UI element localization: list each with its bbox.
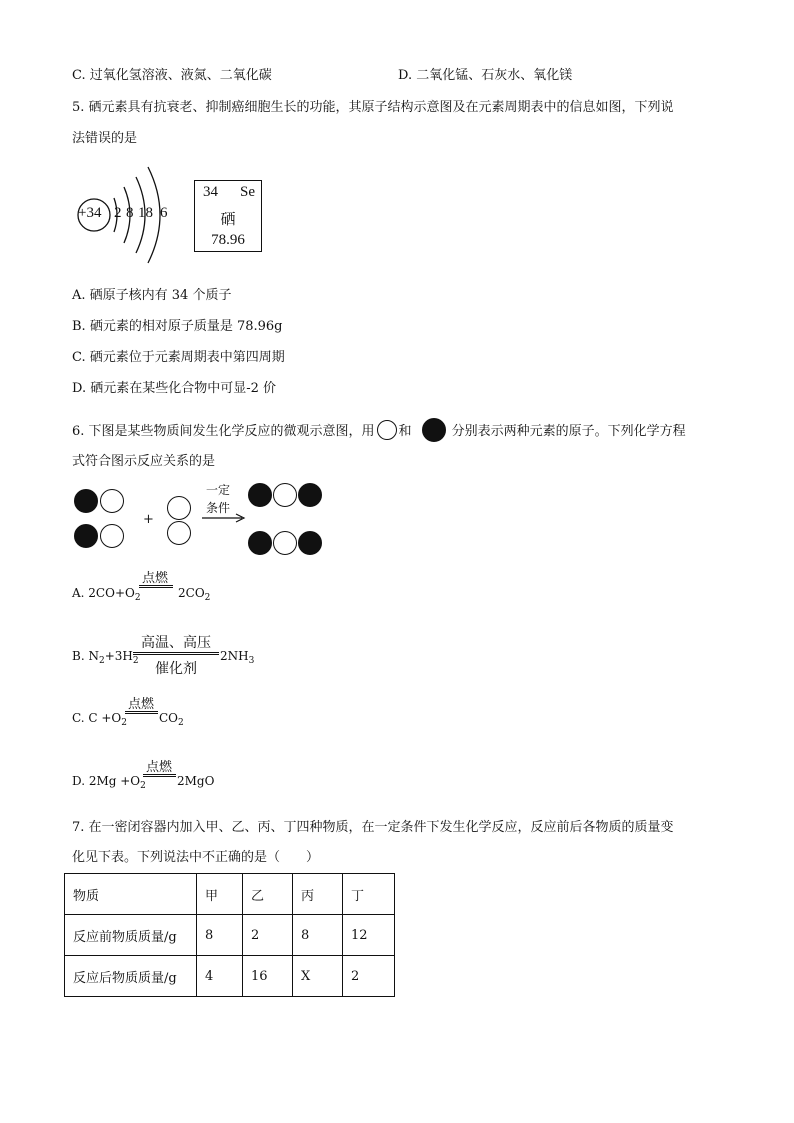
q6-b-sub1: 2 — [98, 656, 105, 666]
black-atom-icon — [422, 418, 446, 442]
nucleus-charge: +34 — [78, 205, 102, 221]
shell-electrons-1: 2 — [114, 205, 122, 221]
periodic-table-cell — [194, 180, 262, 252]
atomic-mass: 78.96 — [211, 232, 245, 248]
table-cell: X — [293, 956, 343, 997]
table-header-cell: 丙 — [293, 874, 343, 915]
table-header-cell: 甲 — [197, 874, 243, 915]
q5-stem-line2: 法错误的是 — [72, 131, 138, 146]
table-cell: 2 — [243, 915, 293, 956]
q6-b-equals-line — [133, 652, 219, 655]
table-row — [65, 956, 395, 997]
condition-top: 一定 — [206, 483, 231, 497]
q6-a-condition: 点燃 — [141, 571, 168, 586]
q6-b-condition-top: 高温、高压 — [141, 635, 211, 651]
q6-d-equals-line — [143, 774, 176, 777]
q5-option-c: C. 硒元素位于元素周期表中第四周期 — [72, 350, 285, 365]
q6-stem-part3: 分别表示两种元素的原子。下列化学方程 — [451, 424, 686, 439]
q6-stem-part2: 和 — [398, 424, 412, 439]
q6-b-condition-bottom: 催化剂 — [155, 661, 197, 677]
product-black-atom — [248, 531, 272, 555]
q6-a-right: 2CO — [178, 586, 205, 600]
product-white-atom — [273, 531, 297, 555]
table-cell: 4 — [197, 956, 243, 997]
condition-bottom: 条件 — [206, 501, 231, 515]
table-cell: 8 — [293, 915, 343, 956]
plus-sign: + — [143, 512, 154, 527]
table-header-row — [65, 874, 395, 915]
q6-d-left: D. 2Mg +O — [72, 774, 141, 788]
q6-stem-line2: 式符合图示反应关系的是 — [72, 454, 216, 469]
q6-stem-part1: 6. 下图是某些物质间发生化学反应的微观示意图，用 — [72, 424, 375, 439]
q5-option-d: D. 硒元素在某些化合物中可显-2 价 — [72, 381, 277, 396]
reaction-arrow-icon — [202, 513, 246, 523]
q6-b-mid: +3H — [104, 649, 133, 663]
product-black-atom — [298, 531, 322, 555]
table-row — [65, 915, 395, 956]
shell-electrons-3: 18 — [138, 205, 153, 221]
table-cell: 12 — [343, 915, 395, 956]
table-header-cell: 乙 — [243, 874, 293, 915]
q6-stem-line1 — [72, 418, 686, 442]
table-cell: 8 — [197, 915, 243, 956]
q6-a-equals-line — [139, 585, 173, 588]
shell-electrons-4: 6 — [160, 205, 168, 221]
q6-c-condition: 点燃 — [127, 697, 154, 712]
product-black-atom — [298, 483, 322, 507]
q5-stem-line1: 5. 硒元素具有抗衰老、抑制癌细胞生长的功能，其原子结构示意图及在元素周期表中的信息如图，下列说 — [72, 100, 674, 115]
q6-b-sub2: 2 — [132, 656, 139, 666]
q6-c-right-sub: 2 — [178, 718, 184, 728]
white-atom-icon — [377, 420, 397, 440]
reactant-black-atom — [74, 524, 98, 548]
product-white-atom — [273, 483, 297, 507]
reactant-white-atom — [167, 521, 191, 545]
table-cell: 反应后物质质量/g — [65, 956, 197, 997]
q6-a-left-sub: 2 — [134, 593, 141, 603]
element-symbol: Se — [240, 184, 255, 200]
q6-b-left: B. N — [72, 649, 99, 663]
table-cell: 反应前物质质量/g — [65, 915, 197, 956]
q4-option-d: D. 二氧化锰、石灰水、氧化镁 — [398, 68, 573, 83]
q6-c-left-sub: 2 — [121, 718, 128, 728]
q6-c-right: CO — [159, 711, 179, 725]
q6-d-right: 2MgO — [177, 774, 215, 788]
table-header-cell: 物质 — [65, 874, 197, 915]
q7-stem-line1: 7. 在一密闭容器内加入甲、乙、丙、丁四种物质，在一定条件下发生化学反应，反应前后各物质的质量变 — [72, 820, 674, 835]
shell-electrons-2: 8 — [126, 205, 134, 221]
mass-change-table — [64, 873, 395, 997]
reactant-black-atom — [74, 489, 98, 513]
reactant-white-atom — [167, 496, 191, 520]
table-header-cell: 丁 — [343, 874, 395, 915]
q6-a-right-sub: 2 — [204, 593, 211, 603]
reactant-white-atom — [100, 524, 124, 548]
q6-c-equals-line — [125, 711, 158, 714]
product-black-atom — [248, 483, 272, 507]
q5-option-b: B. 硒元素的相对原子质量是 78.96g — [72, 319, 283, 334]
q6-d-left-sub: 2 — [140, 781, 146, 791]
q6-a-left: A. 2CO+O — [72, 586, 135, 600]
q4-option-c: C. 过氧化氢溶液、液氮、二氧化碳 — [72, 68, 272, 83]
atomic-number: 34 — [203, 184, 218, 200]
q5-option-a: A. 硒原子核内有 34 个质子 — [72, 288, 232, 303]
q6-b-right: 2NH — [220, 649, 249, 663]
table-cell: 16 — [243, 956, 293, 997]
q6-d-condition: 点燃 — [145, 760, 172, 775]
q7-stem-line2: 化见下表。下列说法中不正确的是（ ） — [72, 850, 320, 865]
q6-b-right-sub: 3 — [248, 656, 255, 666]
table-cell: 2 — [343, 956, 395, 997]
q6-c-left: C. C +O — [72, 711, 122, 725]
reactant-white-atom — [100, 489, 124, 513]
element-name: 硒 — [220, 212, 236, 228]
